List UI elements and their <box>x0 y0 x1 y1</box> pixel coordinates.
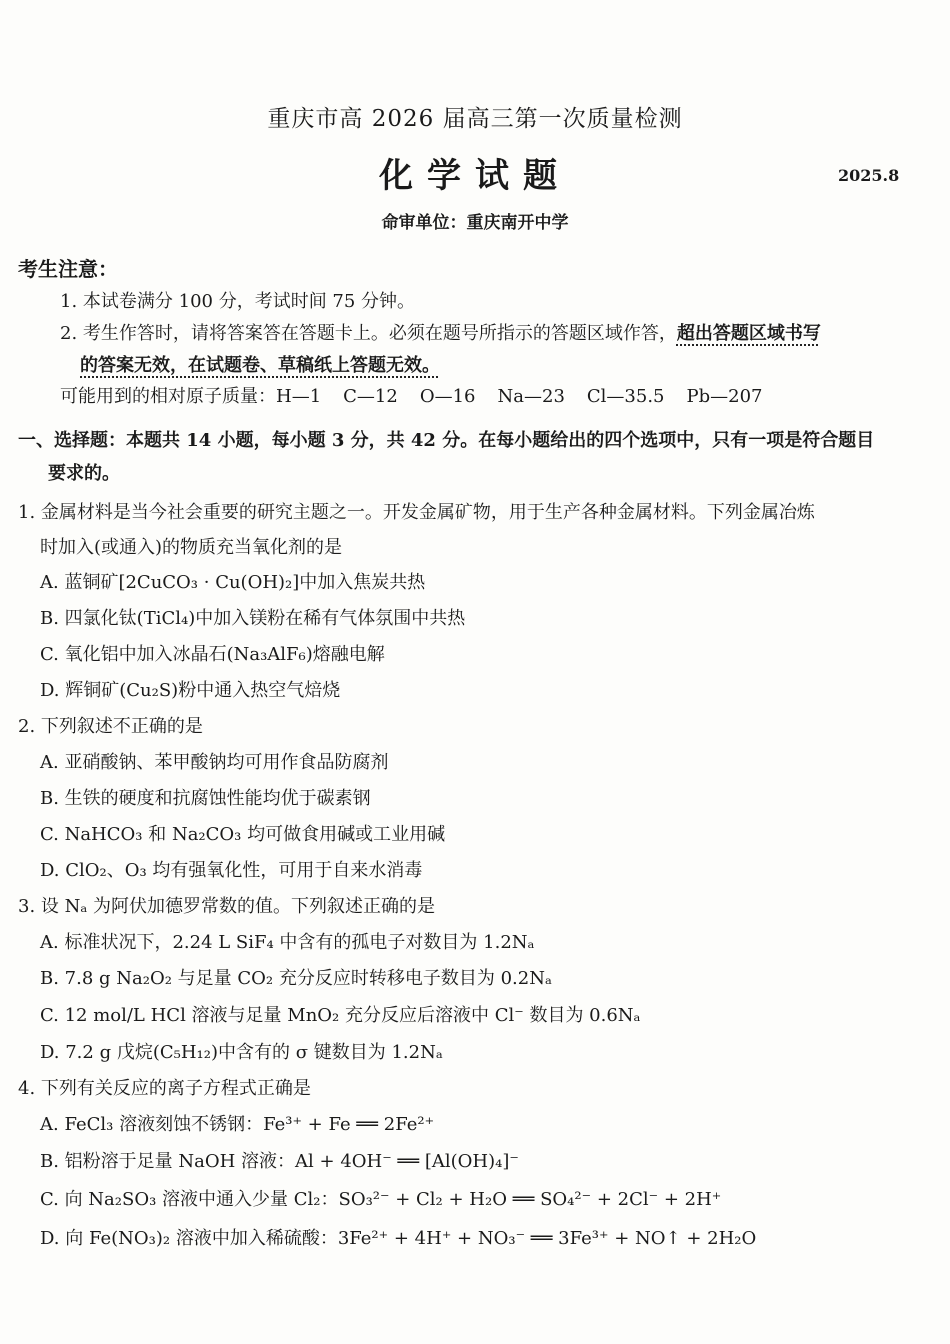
q3-option-c: C. 12 mol/L HCl 溶液与足量 MnO₂ 充分反应后溶液中 Cl⁻ 数目为 0.6Nₐ <box>40 1005 641 1026</box>
q2-option-d: D. ClO₂、O₃ 均有强氧化性，可用于自来水消毒 <box>40 860 423 881</box>
exam-date: 2025.8 <box>838 166 900 185</box>
atom-o: O—16 <box>419 386 476 407</box>
q2-option-a: A. 亚硝酸钠、苯甲酸钠均可用作食品防腐剂 <box>40 752 389 773</box>
atom-h: H—1 <box>276 386 322 407</box>
section1-heading-cont: 要求的。 <box>48 463 120 484</box>
q3-option-a: A. 标准状况下，2.24 L SiF₄ 中含有的孤电子对数目为 1.2Nₐ <box>40 932 535 953</box>
atom-pb: Pb—207 <box>686 386 763 407</box>
atom-na: Na—23 <box>497 386 565 407</box>
notice-item-2-cont: 的答案无效，在试题卷、草稿纸上答题无效。 <box>80 355 440 376</box>
setter-unit: 命审单位：重庆南开中学 <box>381 213 569 233</box>
q4-stem: 4. 下列有关反应的离子方程式正确是 <box>18 1078 311 1099</box>
q4-option-a: A. FeCl₃ 溶液刻蚀不锈钢：Fe³⁺ + Fe ══ 2Fe²⁺ <box>40 1114 435 1135</box>
section1-heading: 一、选择题：本题共 14 小题，每小题 3 分，共 42 分。在每小题给出的四个选项中，只有一项是符合题目 <box>18 430 875 451</box>
subject-title: 化学试题 <box>379 156 571 196</box>
q3-option-b: B. 7.8 g Na₂O₂ 与足量 CO₂ 充分反应时转移电子数目为 0.2Nₐ <box>40 968 552 989</box>
q2-option-c: C. NaHCO₃ 和 Na₂CO₃ 均可做食用碱或工业用碱 <box>40 824 446 845</box>
notice-item-2-text: 2. 考生作答时，请将答案答在答题卡上。必须在题号所指示的答题区域作答， <box>60 323 677 344</box>
exam-name: 重庆市高 2026 届高三第一次质量检测 <box>267 106 683 132</box>
notice-item-1: 1. 本试卷满分 100 分，考试时间 75 分钟。 <box>60 291 416 312</box>
notice-title: 考生注意： <box>18 257 118 281</box>
q1-option-b: B. 四氯化钛(TiCl₄)中加入镁粉在稀有气体氛围中共热 <box>40 608 466 629</box>
q2-option-b: B. 生铁的硬度和抗腐蚀性能均优于碳素钢 <box>40 788 371 809</box>
q1-option-d: D. 辉铜矿(Cu₂S)粉中通入热空气焙烧 <box>40 680 341 701</box>
q4-option-d: D. 向 Fe(NO₃)₂ 溶液中加入稀硫酸：3Fe²⁺ + 4H⁺ + NO₃⁻ ══ 3Fe³⁺ + NO↑ + 2H₂O <box>40 1228 757 1249</box>
atomic-masses-label: 可能用到的相对原子质量： <box>60 386 276 407</box>
q1-option-c: C. 氧化铝中加入冰晶石(Na₃AlF₆)熔融电解 <box>40 644 385 665</box>
q3-option-d: D. 7.2 g 戊烷(C₅H₁₂)中含有的 σ 键数目为 1.2Nₐ <box>40 1042 443 1063</box>
atomic-masses <box>60 386 785 408</box>
q3-stem: 3. 设 Nₐ 为阿伏加德罗常数的值。下列叙述正确的是 <box>18 896 436 917</box>
q1-stem: 1. 金属材料是当今社会重要的研究主题之一。开发金属矿物，用于生产各种金属材料。下列金属冶炼 <box>18 502 815 523</box>
notice-item-2 <box>60 323 821 345</box>
q4-option-b: B. 铝粉溶于足量 NaOH 溶液：Al + 4OH⁻ ══ [Al(OH)₄]⁻ <box>40 1151 519 1172</box>
notice-item-2-emphasis: 超出答题区域书写 <box>676 323 821 344</box>
atom-cl: Cl—35.5 <box>586 386 665 407</box>
atom-c: C—12 <box>343 386 398 407</box>
q4-option-c: C. 向 Na₂SO₃ 溶液中通入少量 Cl₂：SO₃²⁻ + Cl₂ + H₂O ══ SO₄²⁻ + 2Cl⁻ + 2H⁺ <box>40 1189 722 1210</box>
q2-stem: 2. 下列叙述不正确的是 <box>18 716 203 737</box>
q1-stem-cont: 时加入(或通入)的物质充当氧化剂的是 <box>40 537 343 558</box>
q1-option-a: A. 蓝铜矿[2CuCO₃ · Cu(OH)₂]中加入焦炭共热 <box>40 572 426 593</box>
